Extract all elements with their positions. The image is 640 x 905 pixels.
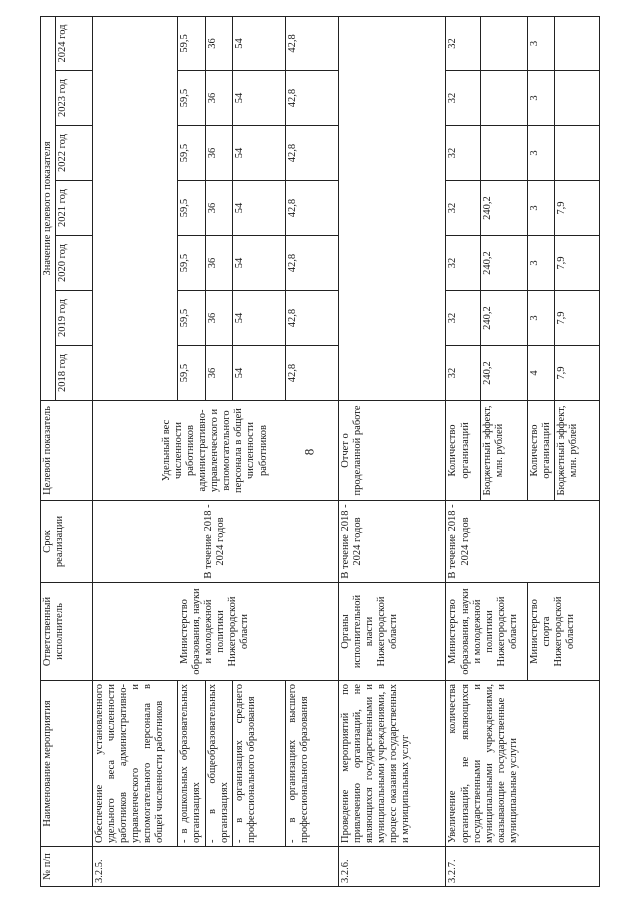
row-indicator: Бюджетный эффект, млн. рублей bbox=[480, 401, 527, 501]
value-cell: 54 bbox=[233, 236, 286, 291]
header-year: 2021 год bbox=[56, 181, 93, 236]
value-cell: 59,5 bbox=[178, 291, 206, 346]
row-executor: Органы исполнительной власти Нижегородской области bbox=[338, 583, 446, 681]
value-cell: 7,9 bbox=[555, 346, 600, 401]
row-indicator: Отчет о проделанной работе bbox=[338, 401, 446, 501]
header-year: 2020 год bbox=[56, 236, 93, 291]
value-cell: 36 bbox=[205, 126, 233, 181]
value-cell bbox=[555, 126, 600, 181]
row-executor: Министерство образования, науки и молодежной политики Нижегородской области bbox=[446, 583, 527, 681]
value-cell: 36 bbox=[205, 236, 233, 291]
row-term: В течение 2018 - 2024 годов bbox=[338, 501, 446, 583]
header-value-group: Значение целевого показателя bbox=[41, 16, 56, 400]
value-cell: 32 bbox=[446, 126, 481, 181]
value-cell: 54 bbox=[233, 291, 286, 346]
header-name: Наименование мероприятия bbox=[41, 681, 93, 847]
page-number: 8 bbox=[301, 448, 317, 456]
value-cell: 42,8 bbox=[286, 71, 339, 126]
row-indicator: Количество организаций bbox=[527, 401, 555, 501]
sub-item: - в общеобразовательных организациях bbox=[205, 681, 233, 847]
row-indicator: Удельный вес численности работников административно-управленческого и вспомогательного персонала в общей численности работников bbox=[92, 401, 338, 501]
value-cell bbox=[555, 16, 600, 70]
header-indicator: Целевой показатель bbox=[41, 401, 93, 501]
value-cell: 59,5 bbox=[178, 346, 206, 401]
value-cell: 32 bbox=[446, 181, 481, 236]
value-cell: 36 bbox=[205, 71, 233, 126]
empty-values bbox=[92, 16, 177, 400]
value-cell: 42,8 bbox=[286, 346, 339, 401]
row-num: 3.2.6. bbox=[338, 847, 446, 887]
row-num: 3.2.5. bbox=[92, 847, 338, 887]
value-cell: 36 bbox=[205, 181, 233, 236]
value-cell: 7,9 bbox=[555, 291, 600, 346]
value-cell: 42,8 bbox=[286, 291, 339, 346]
value-cell: 3 bbox=[527, 236, 555, 291]
value-cell: 54 bbox=[233, 71, 286, 126]
value-cell: 54 bbox=[233, 126, 286, 181]
value-cell: 240,2 bbox=[480, 236, 527, 291]
value-cell: 3 bbox=[527, 71, 555, 126]
value-cell: 42,8 bbox=[286, 181, 339, 236]
value-cell: 54 bbox=[233, 16, 286, 70]
row-name: Обеспечение установленного удельного веса численности работников административно-управленческого и вспомогательного персонала в общей численности работников bbox=[92, 681, 177, 847]
header-year: 2023 год bbox=[56, 71, 93, 126]
value-cell: 42,8 bbox=[286, 126, 339, 181]
value-cell: 3 bbox=[527, 126, 555, 181]
sub-item: - в организациях среднего профессионального образования bbox=[233, 681, 286, 847]
row-term-cont bbox=[527, 501, 599, 583]
sub-item: - в организациях высшего профессионального образования bbox=[286, 681, 339, 847]
value-cell: 32 bbox=[446, 236, 481, 291]
value-cell: 59,5 bbox=[178, 71, 206, 126]
row-name: Проведение мероприятий по привлечению организаций, не являющихся государственными и муниципальными учреждениями, в процесс оказания государственных и муниципальных услуг bbox=[338, 681, 446, 847]
row-indicator: Количество организаций bbox=[446, 401, 481, 501]
value-cell: 59,5 bbox=[178, 16, 206, 70]
value-cell: 42,8 bbox=[286, 236, 339, 291]
empty-values bbox=[338, 16, 446, 400]
value-cell: 240,2 bbox=[480, 181, 527, 236]
value-cell bbox=[555, 71, 600, 126]
value-cell: 36 bbox=[205, 346, 233, 401]
value-cell: 7,9 bbox=[555, 181, 600, 236]
value-cell bbox=[480, 126, 527, 181]
value-cell bbox=[480, 71, 527, 126]
value-cell: 4 bbox=[527, 346, 555, 401]
value-cell: 3 bbox=[527, 16, 555, 70]
value-cell: 32 bbox=[446, 346, 481, 401]
value-cell: 32 bbox=[446, 16, 481, 70]
value-cell: 240,2 bbox=[480, 291, 527, 346]
header-term: Срок реализации bbox=[41, 501, 93, 583]
value-cell: 32 bbox=[446, 71, 481, 126]
value-cell: 240,2 bbox=[480, 346, 527, 401]
value-cell: 59,5 bbox=[178, 236, 206, 291]
value-cell bbox=[480, 16, 527, 70]
row-executor: Министерство спорта Нижегородской области bbox=[527, 583, 599, 681]
header-year: 2019 год bbox=[56, 291, 93, 346]
header-executor: Ответственный исполнитель bbox=[41, 583, 93, 681]
header-year: 2022 год bbox=[56, 126, 93, 181]
rotated-table-wrapper bbox=[40, 17, 600, 887]
value-cell: 59,5 bbox=[178, 181, 206, 236]
sub-item: - в дошкольных образовательных организациях bbox=[178, 681, 206, 847]
row-name: Увеличение количества организаций, не являющихся государственными и муниципальными учреждениями, оказывающие государственные и муниципальные услуги bbox=[446, 681, 600, 847]
value-cell: 7,9 bbox=[555, 236, 600, 291]
target-indicators-table bbox=[40, 16, 600, 887]
header-num: № п/п bbox=[41, 847, 93, 887]
value-cell: 59,5 bbox=[178, 126, 206, 181]
value-cell: 36 bbox=[205, 291, 233, 346]
value-cell: 54 bbox=[233, 181, 286, 236]
header-year: 2018 год bbox=[56, 346, 93, 401]
row-indicator: Бюджетный эффект, млн. рублей bbox=[555, 401, 600, 501]
row-executor: Министерство образования, науки и молодежной политики Нижегородской области bbox=[92, 583, 338, 681]
value-cell: 3 bbox=[527, 291, 555, 346]
row-term: В течение 2018 - 2024 годов bbox=[92, 501, 338, 583]
value-cell: 36 bbox=[205, 16, 233, 70]
row-term: В течение 2018 - 2024 годов bbox=[446, 501, 527, 583]
header-year: 2024 год bbox=[56, 16, 93, 70]
row-num: 3.2.7. bbox=[446, 847, 600, 887]
value-cell: 3 bbox=[527, 181, 555, 236]
value-cell: 32 bbox=[446, 291, 481, 346]
value-cell: 42,8 bbox=[286, 16, 339, 70]
value-cell: 54 bbox=[233, 346, 286, 401]
